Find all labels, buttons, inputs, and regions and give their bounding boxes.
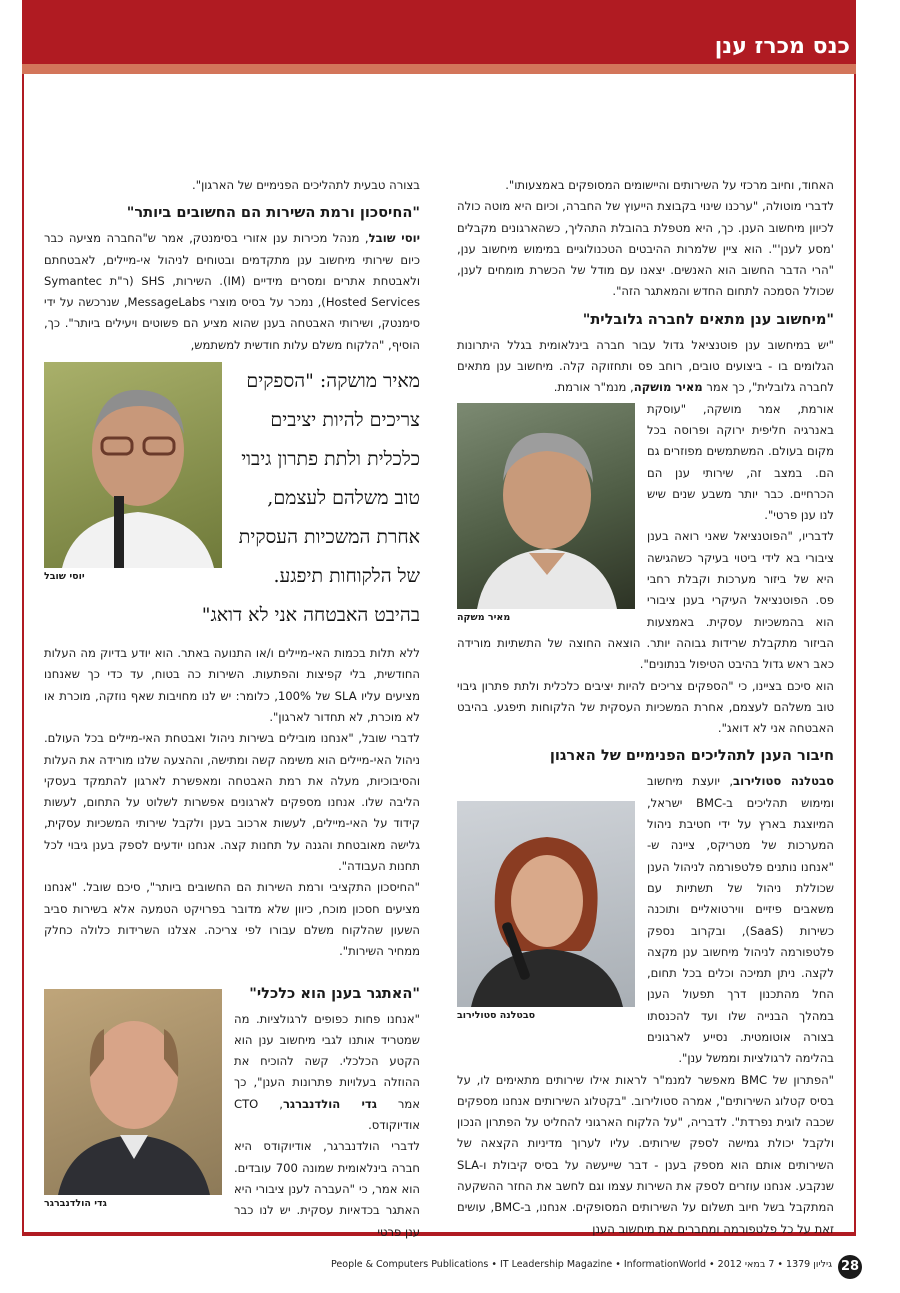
speaker-name: יוסי שובל (368, 231, 420, 246)
left-column (44, 175, 420, 1243)
paragraph: "אנחנו פחות כפופים לרגולציות. מה שמטריד אותנו לגבי מיחשוב ענן הוא הקטע הכלכלי. קשה להוכיח את ההוזלה בעלויות פתרונות הענן", כך אמר גדי הולדנברגר, CTO אודיוקודס. (234, 1011, 421, 1133)
paragraph: יוסי שובל, מנהל מכירות ענן אזורי בסימנטק, אמר ש"החברה מציעה כבר כיום שירותי מיחשוב ענן מתקדמים ובטוחים לניהול אי-מיילים, לאבטחתם ולאבטחת אתרים ומסרים מידיים (IM). השירות, SHS (ר"ת Symantec Hosted Services), נמכר על בסיס מוצרי MessageLabs, שנרכשה על ידי סימנטק, ושירותי האבטחה בענן שהוא מציע הם פשוטים ויעילים ביותר". כך, הוסיף, "הלקוח משלם עלות חודשית למשתמש, (44, 231, 421, 352)
section-title: כנס מכרז ענן (714, 34, 850, 59)
section-heading: "מיחשוב ענן מתאים לחברה גלובלית" (582, 310, 834, 328)
photo-caption: יוסי שובל (44, 571, 85, 583)
paragraph: אורמת, אמר מושקה, "עוסקת באנרגיה חליפית ירוקה ופרוסה בכל מקום בעולם. המשתמשים מפוזרים גם הם. במצב זה, שירותי ענן הם הכרחיים. כבר יותר משבע שנים שיש לנו ענן פרטי". (647, 401, 834, 523)
photo-figure-shuval (44, 362, 222, 584)
portrait-photo (457, 403, 635, 609)
footer-publication-line: People & Computers Publications • IT Leadership Magazine • InformationWorld • 2012 גיליון 1379 • 7 במאי (331, 1259, 832, 1270)
pull-quote: מאיר מושקה: "הספקים צריכים להיות יציבים כלכלית ולתת פתרון גיבוי טוב משלהם לעצמם, אחרת המשכיות העסקית של הלקוחות תיפגע. בהיבט האבטחה אני לא דואג" (201, 370, 420, 627)
photo-caption: סבטלנה סטולירוב (457, 1010, 536, 1022)
paragraph: בצורה טבעית לתהליכים הפנימיים של הארגון". (192, 178, 420, 192)
paragraph: ללא תלות בכמות האי-מיילים ו/או התנועה באתר. הוא יודע בדיוק מה העלות החודשית, בלי קפיצות והפתעות. השירות כה בטוח, עד כדי כך שאנחנו מציעים עליו SLA של 100%, כלומר: יש לנו מחויבות שאף נוזקה, מוכרת או לא מוכרת, לא תחדור לארגון". (44, 646, 420, 724)
frame-left-border (22, 74, 24, 1234)
paragraph: סבטלנה סטולירוב, יועצת מיחשוב ומימוש תהליכים ב-BMC ישראל, המיוצגת בארץ על ידי חטיבת ניהול המערכות של מטריקס, ציינה ש-"אנחנו נותנים פלטפורמה לניהול הענן שכוללת ניהול של תשתיות עם משאבים פיזיים ווירטואליים ותוכנה כשירות (SaaS), ובקרוב נספק פלטפורמה לניהול מיחשוב ענן מקצה לקצה. ניתן תמיכה וכלים בכל תחום, החל מהתכנון דרך תפעול הענן במהלך הבנייה שלו ועד להכנסתו בצורה אוטומטית. נסייע לארגונים בהלימה לרגולציות וממשל ענן". (647, 774, 834, 1066)
paragraph: לדברי שובל, "אנחנו מובילים בשירות ניהול ואבטחת האי-מיילים בכל העולם. ניהול האי-מיילים הוא משימה קשה ומתישה, וההצעה שלנו מורידה את העלות והסיבוכיות, מעלה את רמת האבטחה ומאפשרת לארגון להתמקד בעסקי הליבה שלו. אנחנו מספקים לארגונים אפשרות לשלוט על התחום, לעשות קידוד על האי-מיילים, לעשות ארכוב בענן ולקבל שירותי המשכיות עסקית, גלישה מאובטחת והגנה על תחנות קצה. אנחנו יודעים לספק בענן גיבוי לכל תחנות העבודה". (44, 731, 420, 874)
paragraph: "יש במיחשוב ענן פוטנציאל גדול עבור חברה בינלאומית בגלל היתרונות הגלומים בו - ביצועים טובים, רוחב פס ותחזוקה קלה. מיחשוב ענן מתאים לחברה גלובלית", כך אמר מאיר מושקה, מנמ"ר אורמת. (457, 337, 834, 395)
photo-figure-moshka (457, 403, 635, 625)
section-heading: "החיסכון ורמת השירות הם החשובים ביותר" (126, 204, 420, 222)
photo-figure-holdenberger (44, 989, 222, 1211)
header-stripe (22, 64, 856, 74)
portrait-illustration (457, 801, 635, 1007)
portrait-photo (44, 362, 222, 568)
portrait-illustration (44, 989, 222, 1195)
paragraph: לדבריו, "הפוטנציאל שאני רואה בענן ציבורי בא לידי ביטוי בעיקר כשהגישה היא של ביזור מערכות וקבלת רחבי פס. הפוטנציאל העיקרי בענן ציבורי הוא בהמשכיות עסקית. באמצעות הביזור מתקבלת שרידות גבוהה יותר. הוצאה החוצה של התשתיות מורידה כאב ראש גדול בהיבט הטיפול בנתונים". (457, 529, 834, 672)
speaker-name: גדי הולדנברגר (282, 1096, 377, 1111)
right-column (457, 175, 834, 1240)
section-heading: "האתגר בענן הוא כלכלי" (249, 984, 420, 1002)
paragraph: האחוד, וחיוב מרכזי על השירותים והיישומים המסופקים באמצעותו". (505, 178, 834, 192)
speaker-name: מאיר מושקה (633, 380, 703, 395)
portrait-illustration (457, 403, 635, 609)
portrait-photo (457, 801, 635, 1007)
page-number: 28 (838, 1255, 862, 1279)
photo-figure-stolirov (457, 801, 635, 1023)
photo-caption: מאיר משקה (457, 611, 511, 623)
paragraph: לדברי מוטולה, "ערכנו שינוי בקבוצת הייעוץ של החברה, וכיום היא מוטה כולה לכיוון מיחשוב הענן. כך, היא מטפלת בהובלת התהליך, כשהארגונים מקבלים 'מסע לענן'". הוא ציין שלמרות ההיבטים הטכנולוגיים במימוש מיחשוב ענן, "הרי הדבר החשוב הוא האנשים. יצאנו עם מודל של הכשרת מומחים לענן, שכולל הסמכה לתחום החדש והמאתגר הזה". (457, 199, 834, 299)
paragraph: לדברי הולדנברגר, אודיוקודס היא חברה בינלאומית שמונה 700 עובדים. הוא אמר, כי "העברה לענן ציבורי היא האתגר בכדאיות עסקית. יש לנו כבר ענן פרטי (234, 1139, 420, 1239)
speaker-name: סבטלנה סטולירוב (733, 774, 834, 789)
portrait-photo (44, 989, 222, 1195)
frame-right-border (854, 74, 856, 1234)
section-heading: חיבור הענן לתהליכים הפנימיים של הארגון (549, 747, 834, 765)
paragraph: "הפתרון של BMC מאפשר למנמ"ר לראות אילו שירותים מתאימים לו, על בסיס קטלוג השירותים", אמרה סטולירוב. "בקטלוג השירותים אנחנו מספקים שכבה לוגית נפרדת". לדבריה, "על הלקוח הארגוני להחליט על הפתרון הנכון ולקבל יכולת גמישה לספק שירותים. עליו לערוך מדיניות הקצאה של השירותים אותם הוא מספק בענן - דבר שייעשה על בסיס קיבולת ו-SLA שנקבע. אנחנו עוזרים לספק את השירות עצמו וגם לחשב את החזר ההשקעה המתקבל בשל חיוב תשלום על השירותים המסופקים. אנחנו, ב-BMC, עושים זאת על כל פלטפורמה ומחברים את מיחשוב הענן (457, 1072, 834, 1236)
paragraph: הוא סיכם בציינו, כי "הספקים צריכים להיות יציבים כלכלית ולתת פתרון גיבוי טוב משלהם לעצמם, אחרת המשכיות העסקית של הלקוחות תיפגע. בהיבט האבטחה אני לא דואג". (457, 678, 834, 736)
portrait-illustration (44, 362, 222, 568)
paragraph: "החיסכון התקציבי ורמת השירות הם החשובים ביותר", סיכם שובל. "אנחנו מציעים חסכון מוכח, כיוון שלא מדובר בפרויקט הטמעה אלא בשירות סביב השעון שהלקוח משלם עבורו לפי צריכה. אצלנו השרידות כלולה כחלק ממחיר השירות". (44, 880, 420, 959)
photo-caption: גדי הולדנברגר (44, 1197, 107, 1209)
